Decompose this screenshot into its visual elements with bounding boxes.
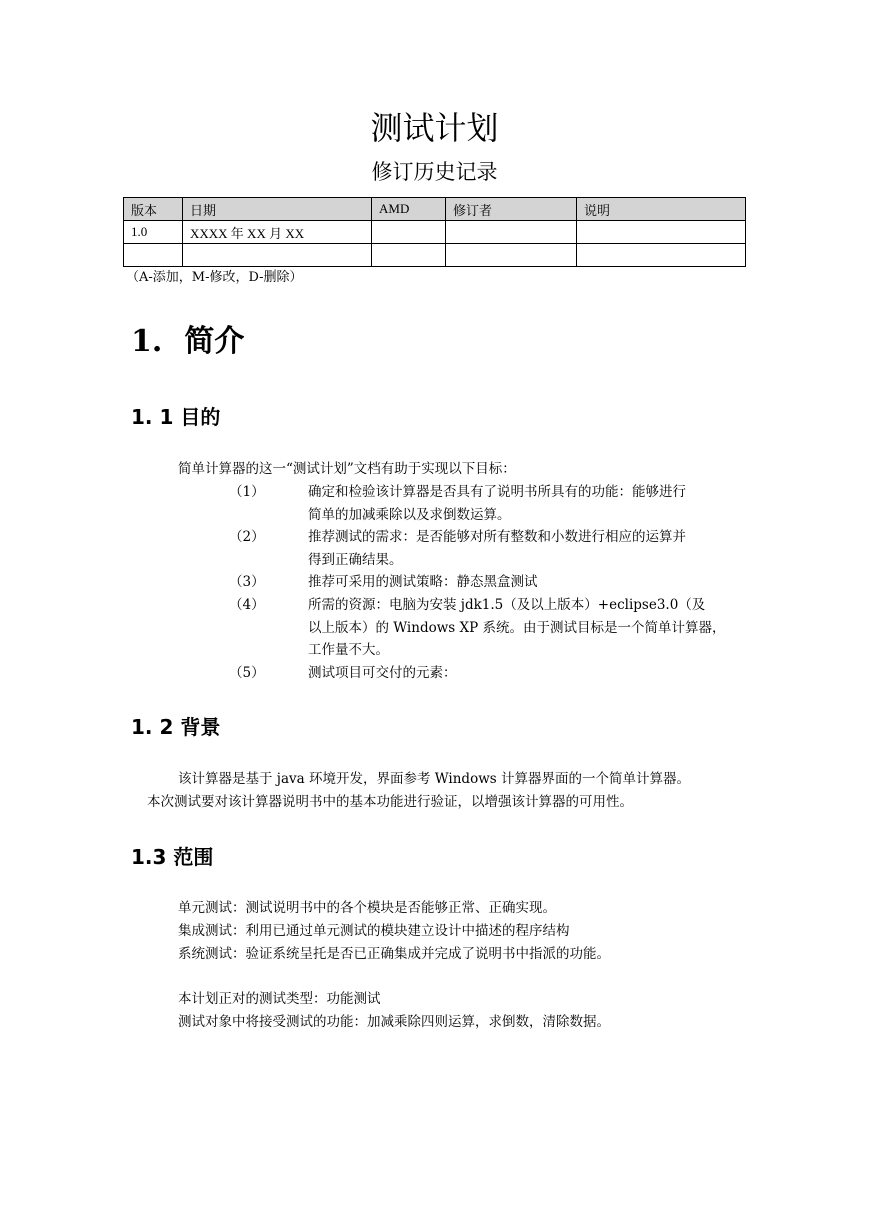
list-item-index: （2） <box>229 529 265 545</box>
table-header-cell: 说明 <box>577 198 746 221</box>
list-item-line: 推荐可采用的测试策略：静态黑盒测试 <box>308 574 538 590</box>
list-item <box>229 662 741 685</box>
list-item-line: 简单的加减乘除以及求倒数运算。 <box>308 506 511 523</box>
purpose-intro: 简单计算器的这一“测试计划”文档有助于实现以下目标： <box>178 461 516 477</box>
revision-history-table <box>123 197 746 267</box>
document-title: 测试计划 <box>370 109 499 147</box>
list-item-line: 得到正确结果。 <box>308 551 403 568</box>
background-line: 本次测试要对该计算器说明书中的基本功能进行验证，以增强该计算器的可用性。 <box>147 794 633 810</box>
table-cell: XXXX 年 XX 月 XX <box>183 221 372 244</box>
list-item-line: 推荐测试的需求：是否能够对所有整数和小数进行相应的运算并 <box>308 529 686 545</box>
table-cell <box>577 221 746 244</box>
list-item-line: 确定和检验该计算器是否具有了说明书所具有的功能：能够进行 <box>308 484 686 500</box>
scope-line: 系统测试：验证系统呈托是否已正确集成并完成了说明书中指派的功能。 <box>178 946 610 962</box>
table-row <box>124 221 746 244</box>
section-1-2-heading: 1. 2 背景 <box>131 715 221 739</box>
table-cell: 1.0 <box>124 221 183 244</box>
revision-note: （A-添加，M-修改，D-删除） <box>126 270 303 285</box>
table-header-cell: AMD <box>372 198 446 221</box>
section-1-3-heading: 1.3 范围 <box>131 845 214 869</box>
list-item-index: （4） <box>229 597 265 613</box>
section-1-heading <box>131 320 244 364</box>
table-cell <box>183 244 372 267</box>
document-subtitle: 修订历史记录 <box>371 160 498 184</box>
list-item-line: 工作量不大。 <box>308 642 389 658</box>
table-header-cell: 版本 <box>124 198 183 221</box>
list-item <box>229 526 741 571</box>
table-header-cell: 日期 <box>183 198 372 221</box>
list-item-line: 所需的资源：电脑为安装 jdk1.5（及以上版本）+eclipse3.0（及 <box>308 597 706 613</box>
list-item-index: （5） <box>229 665 265 681</box>
list-item <box>229 481 741 526</box>
table-cell <box>372 221 446 244</box>
list-item-index: （3） <box>229 574 265 590</box>
scope-line: 单元测试：测试说明书中的各个模块是否能够正常、正确实现。 <box>178 900 556 916</box>
table-cell <box>446 244 577 267</box>
table-header-row <box>124 198 746 221</box>
scope-line: 集成测试：利用已通过单元测试的模块建立设计中描述的程序结构 <box>178 923 570 939</box>
background-line: 该计算器是基于 java 环境开发，界面参考 Windows 计算器界面的一个简单计算器。 <box>178 771 690 787</box>
table-cell <box>372 244 446 267</box>
list-item-line: 以上版本）的 Windows XP 系统。由于测试目标是一个简单计算器， <box>308 619 726 636</box>
table-row <box>124 244 746 267</box>
scope-line: 测试对象中将接受测试的功能：加减乘除四则运算，求倒数，清除数据。 <box>178 1014 610 1030</box>
table-header-cell: 修订者 <box>446 198 577 221</box>
section-title: 简介 <box>184 324 245 359</box>
table-cell <box>124 244 183 267</box>
list-item <box>229 594 741 662</box>
list-item <box>229 571 741 594</box>
section-1-1-heading: 1. 1 目的 <box>131 405 221 429</box>
list-item-index: （1） <box>229 484 265 500</box>
table-cell <box>577 244 746 267</box>
list-item-line: 测试项目可交付的元素： <box>308 665 457 681</box>
scope-line: 本计划正对的测试类型：功能测试 <box>178 991 381 1007</box>
table-cell <box>446 221 577 244</box>
section-number: 1. <box>131 324 163 359</box>
